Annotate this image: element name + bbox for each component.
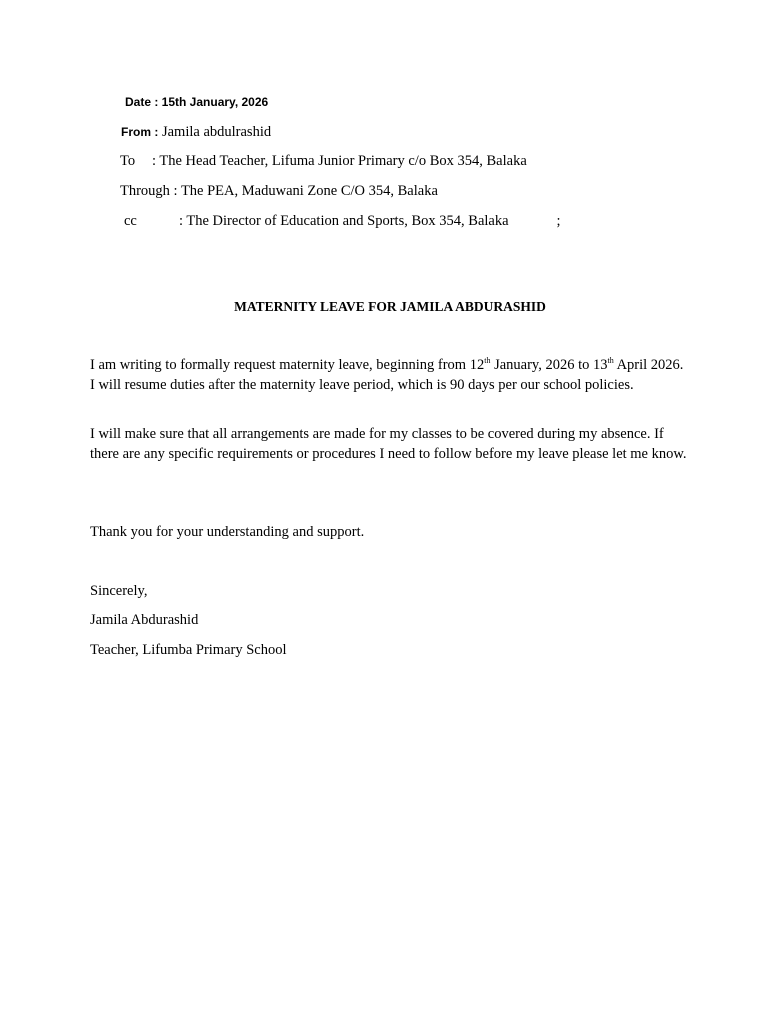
para1-text-1: I am writing to formally request maternity leave, beginning from 12	[90, 357, 485, 373]
para1-text-2: January, 2026 to 13	[490, 357, 608, 373]
through-line: Through : The PEA, Maduwani Zone C/O 354, Balaka	[120, 183, 438, 199]
to-label: To	[120, 153, 136, 169]
para1-ordinal-2: th	[607, 356, 614, 365]
cc-label: cc	[124, 213, 137, 229]
to-value: : The Head Teacher, Lifuma Junior Primary c/o Box 354, Balaka	[152, 153, 527, 169]
date-line: Date : 15th January, 2026	[125, 95, 269, 109]
body-paragraph-thanks: Thank you for your understanding and support.	[90, 524, 365, 540]
body-paragraph-request	[90, 356, 690, 395]
para1-ordinal-1: th	[484, 356, 491, 365]
to-line	[120, 152, 527, 170]
cc-line	[124, 212, 561, 230]
from-value: Jamila abdulrashid	[158, 124, 272, 140]
cc-value: : The Director of Education and Sports, Box 354, Balaka	[179, 213, 509, 229]
letter-subject: MATERNITY LEAVE FOR JAMILA ABDURASHID	[234, 299, 546, 314]
para1-text-3: April 2026. I will resume duties after the maternity leave period, which is 90 days per our school policies.	[90, 357, 684, 393]
from-label: From :	[121, 125, 159, 139]
body-paragraph-arrangements: I will make sure that all arrangements are made for my classes to be covered during my absence. If there are any specific requirements or procedures I need to follow before my leave please let me know.	[90, 426, 687, 462]
closing: Sincerely,	[90, 583, 148, 599]
cc-trailing-semicolon: ;	[556, 213, 561, 229]
signer-name: Jamila Abdurashid	[90, 612, 199, 628]
signer-title: Teacher, Lifumba Primary School	[90, 642, 287, 658]
from-line	[121, 123, 271, 141]
